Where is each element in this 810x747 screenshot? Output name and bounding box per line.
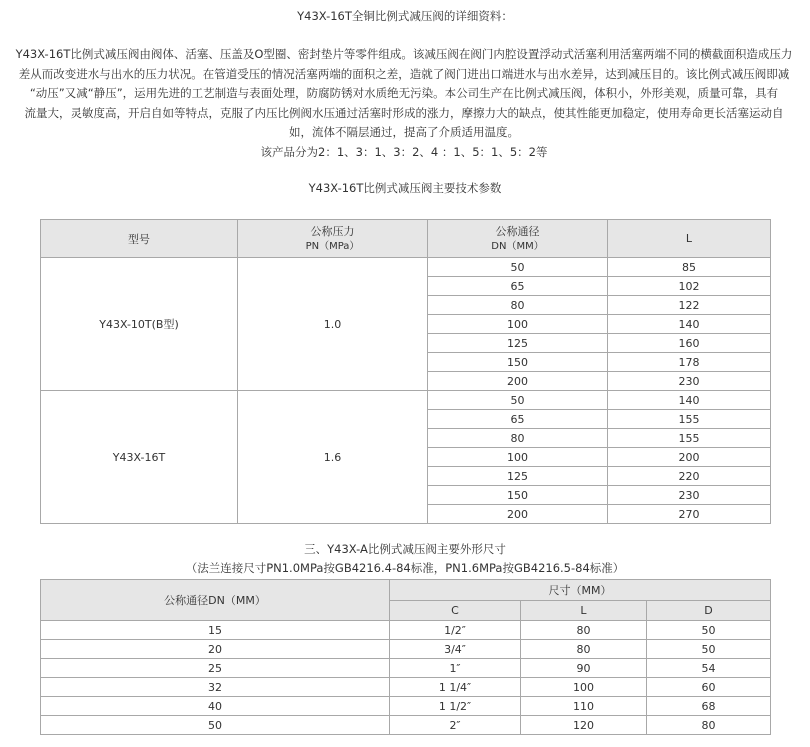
table-row	[41, 659, 771, 678]
intro-line: 差从而改变进水与出水的压力状况。在管道受压的情况活塞两端的面积之差，造就了阀门进出口端进水与出水差异，达到减压目的。该比例式减压阀即减	[18, 66, 790, 81]
table2-subtitle: （法兰连接尺寸PN1.0MPa按GB4216.4-84标准，PN1.6MPa按GB4216.5-84标准）	[185, 561, 625, 575]
dn-cell: 65	[428, 410, 608, 429]
page-title: Y43X-16T全铜比例式减压阀的详细资料：	[297, 9, 513, 23]
dn-cell: 40	[41, 697, 390, 716]
dn-cell: 100	[428, 315, 608, 334]
l-cell: 80	[521, 640, 647, 659]
l-cell: 230	[608, 372, 771, 391]
l-cell: 230	[608, 486, 771, 505]
l-cell: 155	[608, 410, 771, 429]
header-pressure: 公称压力 PN（MPa）	[238, 220, 428, 258]
dn-cell: 125	[428, 334, 608, 353]
intro-line: 该产品分为2：1、3：1、3：2、4 ：1、5：1、5：2等	[260, 144, 548, 159]
l-cell: 140	[608, 315, 771, 334]
l-cell: 122	[608, 296, 771, 315]
dn-cell: 32	[41, 678, 390, 697]
model-cell: Y43X-16T	[41, 391, 238, 524]
header-l: L	[521, 601, 647, 621]
table-row	[41, 678, 771, 697]
header-c: C	[390, 601, 521, 621]
l-cell: 85	[608, 258, 771, 277]
table-row	[41, 391, 771, 410]
spec-table-header	[41, 220, 771, 258]
intro-line: 如，流体不隔层通过，提高了介质适用温度。	[289, 125, 519, 139]
table-row	[41, 716, 771, 735]
table-row	[41, 258, 771, 277]
c-cell: 1/2″	[390, 621, 521, 640]
dn-cell: 50	[428, 258, 608, 277]
dn-cell: 25	[41, 659, 390, 678]
intro-line: 流量大，灵敏度高，开启自如等特点，克服了内压比例阀水压通过活塞时形成的涨力，摩擦力大的缺点，使其性能更加稳定，使用寿命更长活塞运动自	[24, 105, 784, 120]
dn-cell: 150	[428, 353, 608, 372]
d-cell: 50	[647, 640, 771, 659]
dimension-table-header	[41, 580, 771, 601]
table-row	[41, 640, 771, 659]
table1-title: Y43X-16T比例式减压阀主要技术参数	[308, 181, 502, 195]
header-nominal-diameter: 公称通径DN（MM）	[41, 580, 390, 621]
d-cell: 50	[647, 621, 771, 640]
intro-paragraph	[4, 45, 804, 162]
pressure-cell: 1.6	[238, 391, 428, 524]
l-cell: 155	[608, 429, 771, 448]
intro-line: Y43X-16T比例式减压阀由阀体、活塞、压盖及O型圈、密封垫片等零件组成。该减压阀在阀门内腔设置浮动式活塞利用活塞两端不同的横截面积造成压力	[15, 47, 793, 61]
l-cell: 160	[608, 334, 771, 353]
c-cell: 2″	[390, 716, 521, 735]
d-cell: 80	[647, 716, 771, 735]
dn-cell: 200	[428, 372, 608, 391]
dn-cell: 100	[428, 448, 608, 467]
l-cell: 140	[608, 391, 771, 410]
c-cell: 1″	[390, 659, 521, 678]
l-cell: 178	[608, 353, 771, 372]
table2-title: 三、Y43X-A比例式减压阀主要外形尺寸	[304, 542, 506, 556]
dn-cell: 200	[428, 505, 608, 524]
l-cell: 110	[521, 697, 647, 716]
header-diameter: 公称通径 DN（MM）	[428, 220, 608, 258]
header-length: L	[608, 220, 771, 258]
l-cell: 200	[608, 448, 771, 467]
l-cell: 80	[521, 621, 647, 640]
table-row	[41, 697, 771, 716]
dn-cell: 50	[41, 716, 390, 735]
pressure-cell: 1.0	[238, 258, 428, 391]
dimension-table	[40, 579, 771, 735]
l-cell: 100	[521, 678, 647, 697]
d-cell: 68	[647, 697, 771, 716]
l-cell: 90	[521, 659, 647, 678]
dn-cell: 125	[428, 467, 608, 486]
dn-cell: 80	[428, 296, 608, 315]
dn-cell: 20	[41, 640, 390, 659]
dn-cell: 15	[41, 621, 390, 640]
c-cell: 1 1/4″	[390, 678, 521, 697]
d-cell: 54	[647, 659, 771, 678]
table-row	[41, 621, 771, 640]
l-cell: 220	[608, 467, 771, 486]
header-dimensions: 尺寸（MM）	[390, 580, 771, 601]
l-cell: 102	[608, 277, 771, 296]
header-model: 型号	[41, 220, 238, 258]
model-cell: Y43X-10T(B型)	[41, 258, 238, 391]
header-d: D	[647, 601, 771, 621]
c-cell: 1 1/2″	[390, 697, 521, 716]
intro-line: “动压”又减“静压”，运用先进的工艺制造与表面处理，防腐防锈对水质绝无污染。本公司生产在比例式减压阀，体积小，外形美观，质量可靠，具有	[29, 86, 779, 100]
c-cell: 3/4″	[390, 640, 521, 659]
spec-table	[40, 219, 771, 524]
l-cell: 120	[521, 716, 647, 735]
dn-cell: 80	[428, 429, 608, 448]
dn-cell: 150	[428, 486, 608, 505]
dn-cell: 50	[428, 391, 608, 410]
l-cell: 270	[608, 505, 771, 524]
d-cell: 60	[647, 678, 771, 697]
dn-cell: 65	[428, 277, 608, 296]
